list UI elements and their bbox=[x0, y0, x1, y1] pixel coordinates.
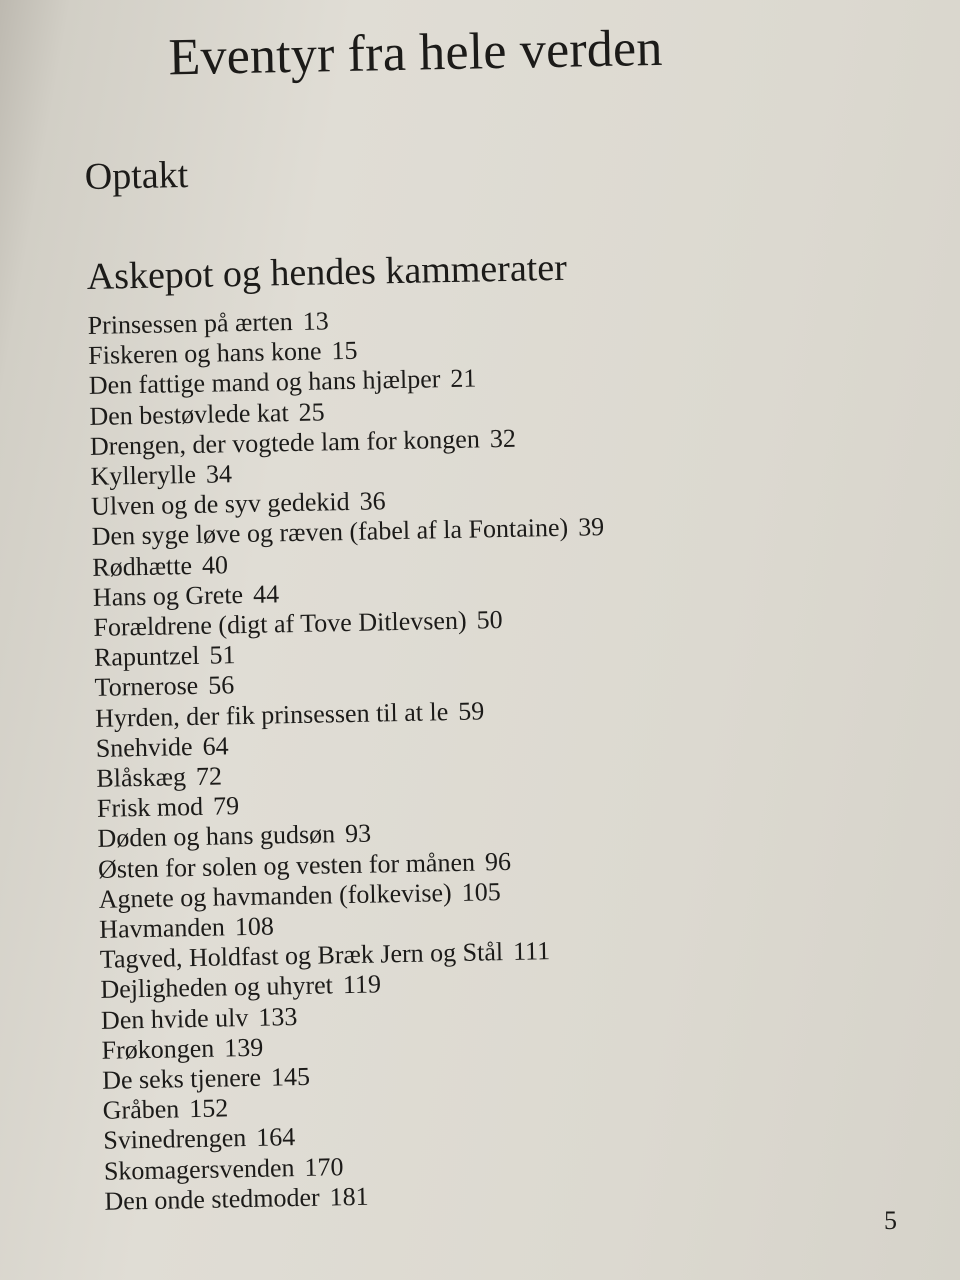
toc-entry-page: 44 bbox=[252, 579, 280, 609]
toc-entry-page: 79 bbox=[212, 791, 240, 821]
toc-entry-title: Ulven og de syv gedekid bbox=[90, 487, 350, 522]
toc-entry-page: 51 bbox=[209, 640, 236, 670]
toc-entry-page: 13 bbox=[302, 306, 330, 336]
toc-entry-page: 32 bbox=[489, 423, 517, 454]
toc-entry-title: Gråben bbox=[102, 1094, 180, 1126]
toc-entry-title: Tornerose bbox=[94, 671, 199, 703]
toc-entry-page: 152 bbox=[188, 1093, 229, 1124]
toc-entry-page: 39 bbox=[577, 512, 605, 542]
toc-entry-page: 50 bbox=[476, 605, 503, 635]
toc-entry-title: Rapuntzel bbox=[93, 641, 200, 673]
toc-entry-title: Snehvide bbox=[95, 731, 193, 763]
toc-entry-title: Hyrden, der fik prinsessen til at le bbox=[94, 696, 449, 733]
toc-entry-title: Den bestøvlede kat bbox=[89, 397, 289, 431]
toc-entry-title: Blåskæg bbox=[96, 762, 187, 793]
toc-entry-title: Den fattige mand og hans hjælper bbox=[88, 364, 441, 401]
toc-entry-title: Drengen, der vogtede lam for kongen bbox=[89, 424, 481, 461]
toc-entry-page: 93 bbox=[344, 819, 372, 849]
toc-entry-page: 170 bbox=[304, 1151, 344, 1182]
toc-entry-page: 21 bbox=[450, 363, 477, 394]
toc-entry-title: Døden og hans gudsøn bbox=[97, 819, 336, 854]
toc-entry-title: Rødhætte bbox=[92, 550, 193, 582]
toc-entry-title: Prinsessen på ærten bbox=[87, 307, 294, 340]
toc-entry-title: Den hvide ulv bbox=[100, 1002, 249, 1035]
toc-entry-page: 139 bbox=[223, 1032, 264, 1063]
toc-entry-page: 25 bbox=[298, 397, 325, 427]
toc-entry-page: 56 bbox=[207, 670, 235, 701]
toc-entry-title: Skomagersvenden bbox=[103, 1152, 295, 1186]
section-title-askepot: Askepot og hendes kammerater bbox=[86, 246, 568, 298]
toc-entry-title: Svinedrengen bbox=[103, 1123, 247, 1156]
toc-entry-page: 64 bbox=[202, 731, 229, 761]
toc-entry-title: Frøkongen bbox=[101, 1033, 215, 1065]
toc-entry-page: 111 bbox=[512, 936, 551, 967]
toc-entry-page: 72 bbox=[195, 761, 223, 791]
toc-entry-title: Dejligheden og uhyret bbox=[100, 970, 334, 1005]
toc-list bbox=[87, 295, 924, 1217]
book-title: Eventyr fra hele verden bbox=[168, 19, 664, 87]
toc-entry-page: 133 bbox=[258, 1001, 298, 1032]
toc-entry-title: Tagved, Holdfast og Bræk Jern og Stål bbox=[99, 937, 504, 975]
toc-entry-page: 34 bbox=[205, 459, 233, 489]
toc-entry-title: Agnete og havmanden (folkevise) bbox=[98, 877, 452, 914]
toc-entry-page: 164 bbox=[255, 1122, 296, 1153]
toc-entry-title: Frisk mod bbox=[96, 792, 204, 824]
toc-entry-title: Kyllerylle bbox=[90, 459, 197, 491]
toc-entry-title: Den syge løve og ræven (fabel af la Fontaine) bbox=[91, 513, 569, 552]
toc-entry-page: 145 bbox=[270, 1061, 311, 1092]
toc-entry-title: Fiskeren og hans kone bbox=[87, 336, 322, 371]
toc-entry-page: 40 bbox=[201, 549, 229, 580]
toc-entry-page: 108 bbox=[234, 911, 275, 942]
toc-entry-title: Havmanden bbox=[98, 912, 226, 944]
toc-entry-page: 119 bbox=[342, 969, 382, 1000]
toc-entry-title: Forældrene (digt af Tove Ditlevsen) bbox=[93, 605, 467, 642]
toc-entry-title: De seks tjenere bbox=[101, 1062, 262, 1095]
toc-entry-page: 105 bbox=[461, 876, 501, 907]
toc-entry-page: 181 bbox=[329, 1181, 369, 1212]
toc-entry-title: Østen for solen og vesten for månen bbox=[97, 847, 476, 884]
toc-entry-page: 15 bbox=[331, 335, 358, 366]
toc-content bbox=[82, 14, 925, 1217]
page-number: 5 bbox=[884, 1206, 897, 1235]
section-title-optakt: Optakt bbox=[84, 153, 189, 198]
toc-entry-page: 59 bbox=[457, 696, 485, 726]
toc-entry-title: Den onde stedmoder bbox=[104, 1182, 320, 1216]
toc-entry-title: Hans og Grete bbox=[92, 579, 244, 612]
toc-entry-page: 36 bbox=[359, 486, 386, 516]
toc-entry-page: 96 bbox=[484, 846, 512, 877]
